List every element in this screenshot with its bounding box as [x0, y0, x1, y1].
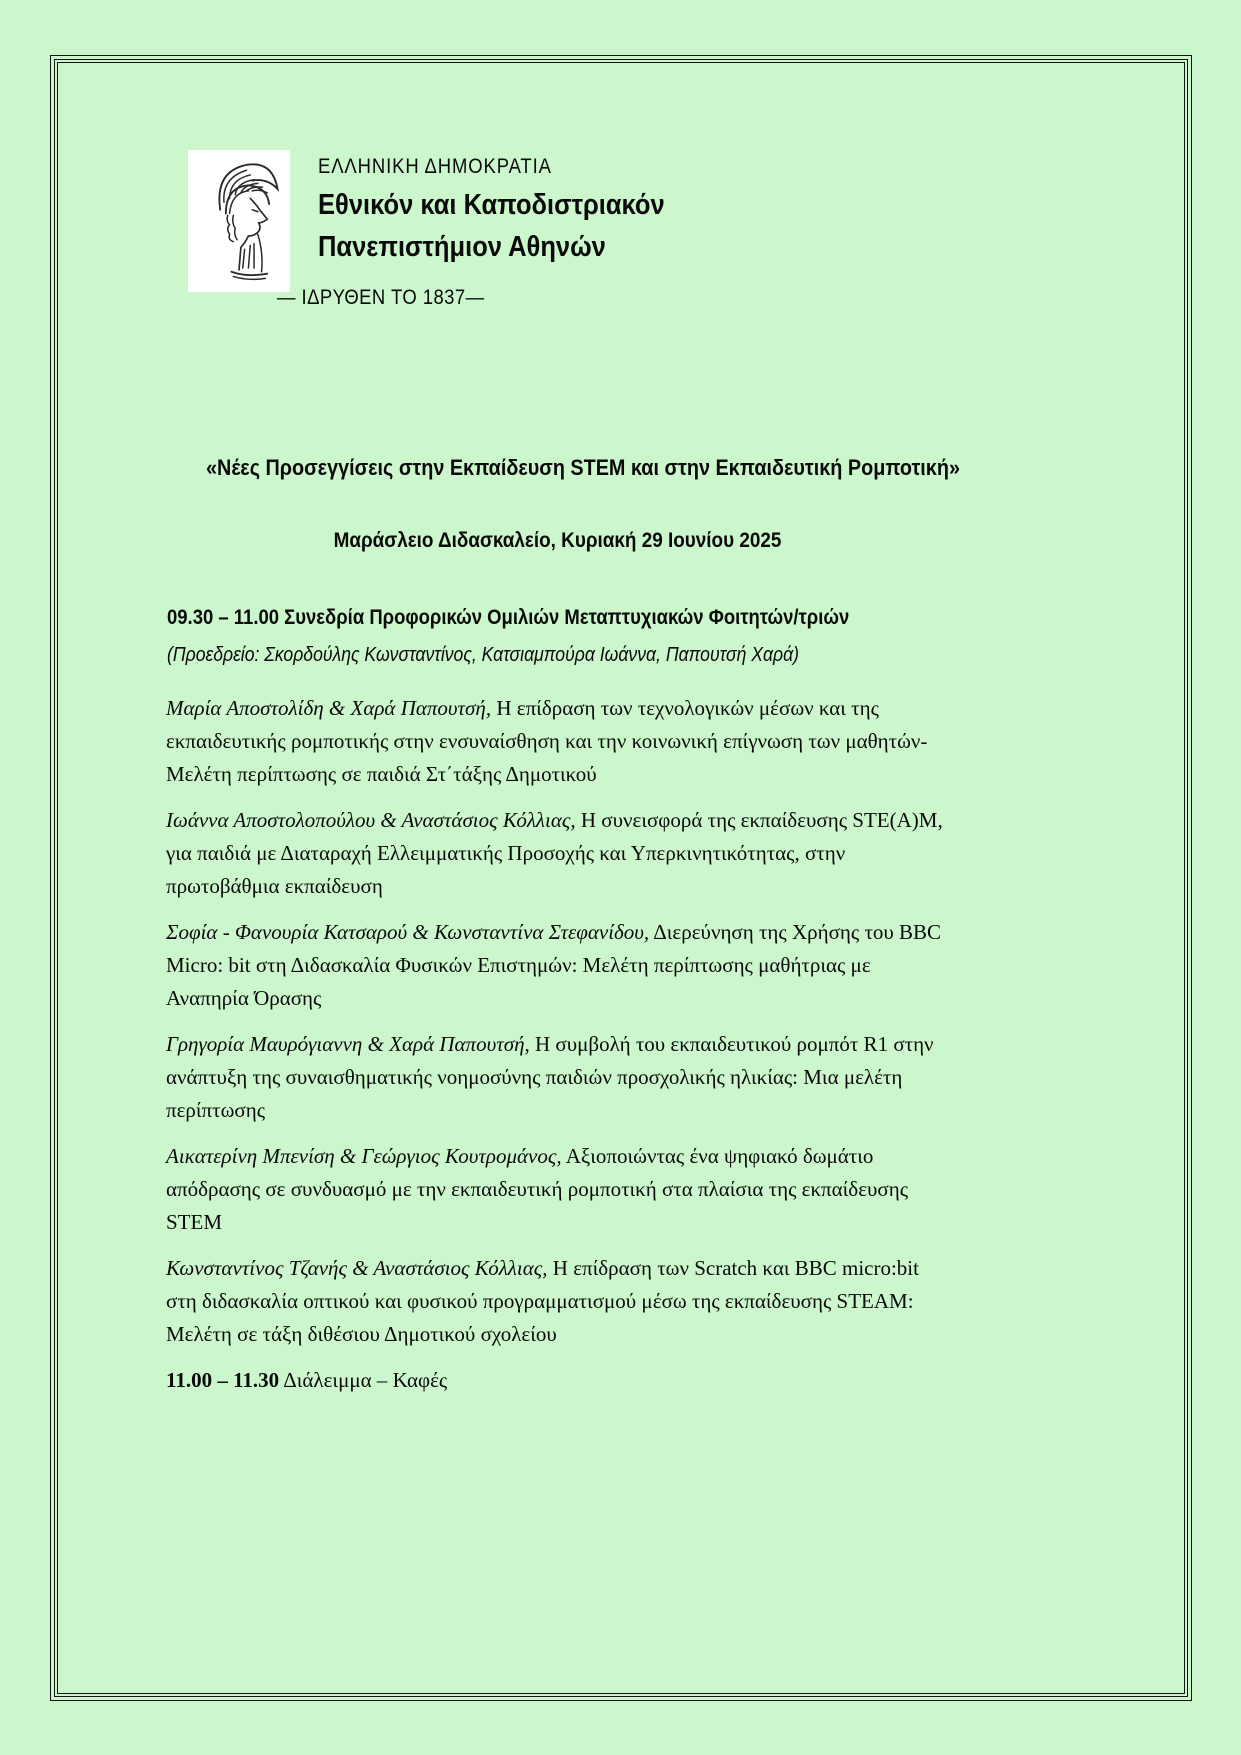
event-title: «Νέες Προσεγγίσεις στην Εκπαίδευση STEM και στην Εκπαιδευτική Ρομποτική»	[206, 455, 960, 480]
break-line	[166, 1364, 948, 1397]
talk-title: Διερεύνηση της Χρήσης του BBC Micro: bit στη Διδασκαλία Φυσικών Επιστημών: Μελέτη περίπτωσης μαθήτριας με Αναπηρία Όρασης	[166, 920, 942, 1010]
header-university-line2: Πανεπιστήμιον Αθηνών	[318, 231, 606, 263]
talk-paragraph	[166, 1252, 948, 1351]
talk-authors: Αικατερίνη Μπενίση & Γεώργιος Κουτρομάνος,	[166, 1144, 562, 1168]
talk-title: Η επίδραση των τεχνολογικών μέσων και της εκπαιδευτικής ρομποτικής στην ενσυναίσθηση και την κοινωνική επίγνωση των μαθητών- Μελέτη περίπτωσης σε παιδιά Στ΄τάξης Δημοτικού	[166, 696, 928, 786]
talk-paragraph	[166, 1140, 948, 1239]
session-heading: 09.30 – 11.00 Συνεδρία Προφορικών Ομιλιών Μεταπτυχιακών Φοιτητών/τριών	[167, 606, 850, 629]
break-time: 11.00 – 11.30	[166, 1368, 280, 1392]
talk-title: Η συνεισφορά της εκπαίδευσης STE(A)M, για παιδιά με Διαταραχή Ελλειμματικής Προσοχής και Υπερκινητικότητας, στην πρωτοβάθμια εκπαίδευση	[166, 808, 943, 898]
talk-title: Η συμβολή του εκπαιδευτικού ρομπότ R1 στην ανάπτυξη της συναισθηματικής νοημοσύνης παιδιών προσχολικής ηλικίας: Μια μελέτη περίπτωσης	[166, 1032, 934, 1122]
talk-authors: Ιωάννα Αποστολοπούλου & Αναστάσιος Κόλλιας,	[166, 808, 576, 832]
break-label: Διάλειμμα – Καφές	[279, 1368, 448, 1392]
talk-paragraph	[166, 692, 948, 791]
header-founded-1837: — ΙΔΡΥΘΕΝ ΤΟ 1837—	[277, 286, 485, 309]
talk-paragraph	[166, 916, 948, 1015]
talk-paragraph	[166, 804, 948, 903]
header-republic: ΕΛΛΗΝΙΚΗ ΔΗΜΟΚΡΑΤΙΑ	[318, 155, 552, 178]
talks-list	[166, 692, 948, 1410]
talk-paragraph	[166, 1028, 948, 1127]
talk-authors: Σοφία - Φανουρία Κατσαρού & Κωνσταντίνα Στεφανίδου,	[166, 920, 650, 944]
header-university-line1: Εθνικόν και Καποδιστριακόν	[318, 189, 665, 221]
talk-authors: Γρηγορία Μαυρόγιαννη & Χαρά Παπουτσή,	[166, 1032, 530, 1056]
session-chairs: (Προεδρείο: Σκορδούλης Κωνσταντίνος, Κατσιαμπούρα Ιωάννα, Παπουτσή Χαρά)	[167, 644, 799, 666]
talk-authors: Κωνσταντίνος Τζανής & Αναστάσιος Κόλλιας,	[166, 1256, 548, 1280]
talk-authors: Μαρία Αποστολίδη & Χαρά Παπουτσή,	[166, 696, 492, 720]
event-venue-date: Μαράσλειο Διδασκαλείο, Κυριακή 29 Ιουνίου 2025	[333, 529, 782, 552]
talk-title: Η επίδραση των Scratch και BBC micro:bit στη διδασκαλία οπτικού και φυσικού προγραμματισμού μέσω της εκπαίδευσης STEAM: Μελέτη σε τάξη διθέσιου Δημοτικού σχολείου	[166, 1256, 919, 1346]
athena-head-emblem	[192, 154, 286, 288]
talk-title: Αξιοποιώντας ένα ψηφιακό δωμάτιο απόδρασης σε συνδυασμό με την εκπαιδευτική ρομποτική στα πλαίσια της εκπαίδευσης STEM	[166, 1144, 909, 1234]
university-logo	[188, 150, 290, 292]
